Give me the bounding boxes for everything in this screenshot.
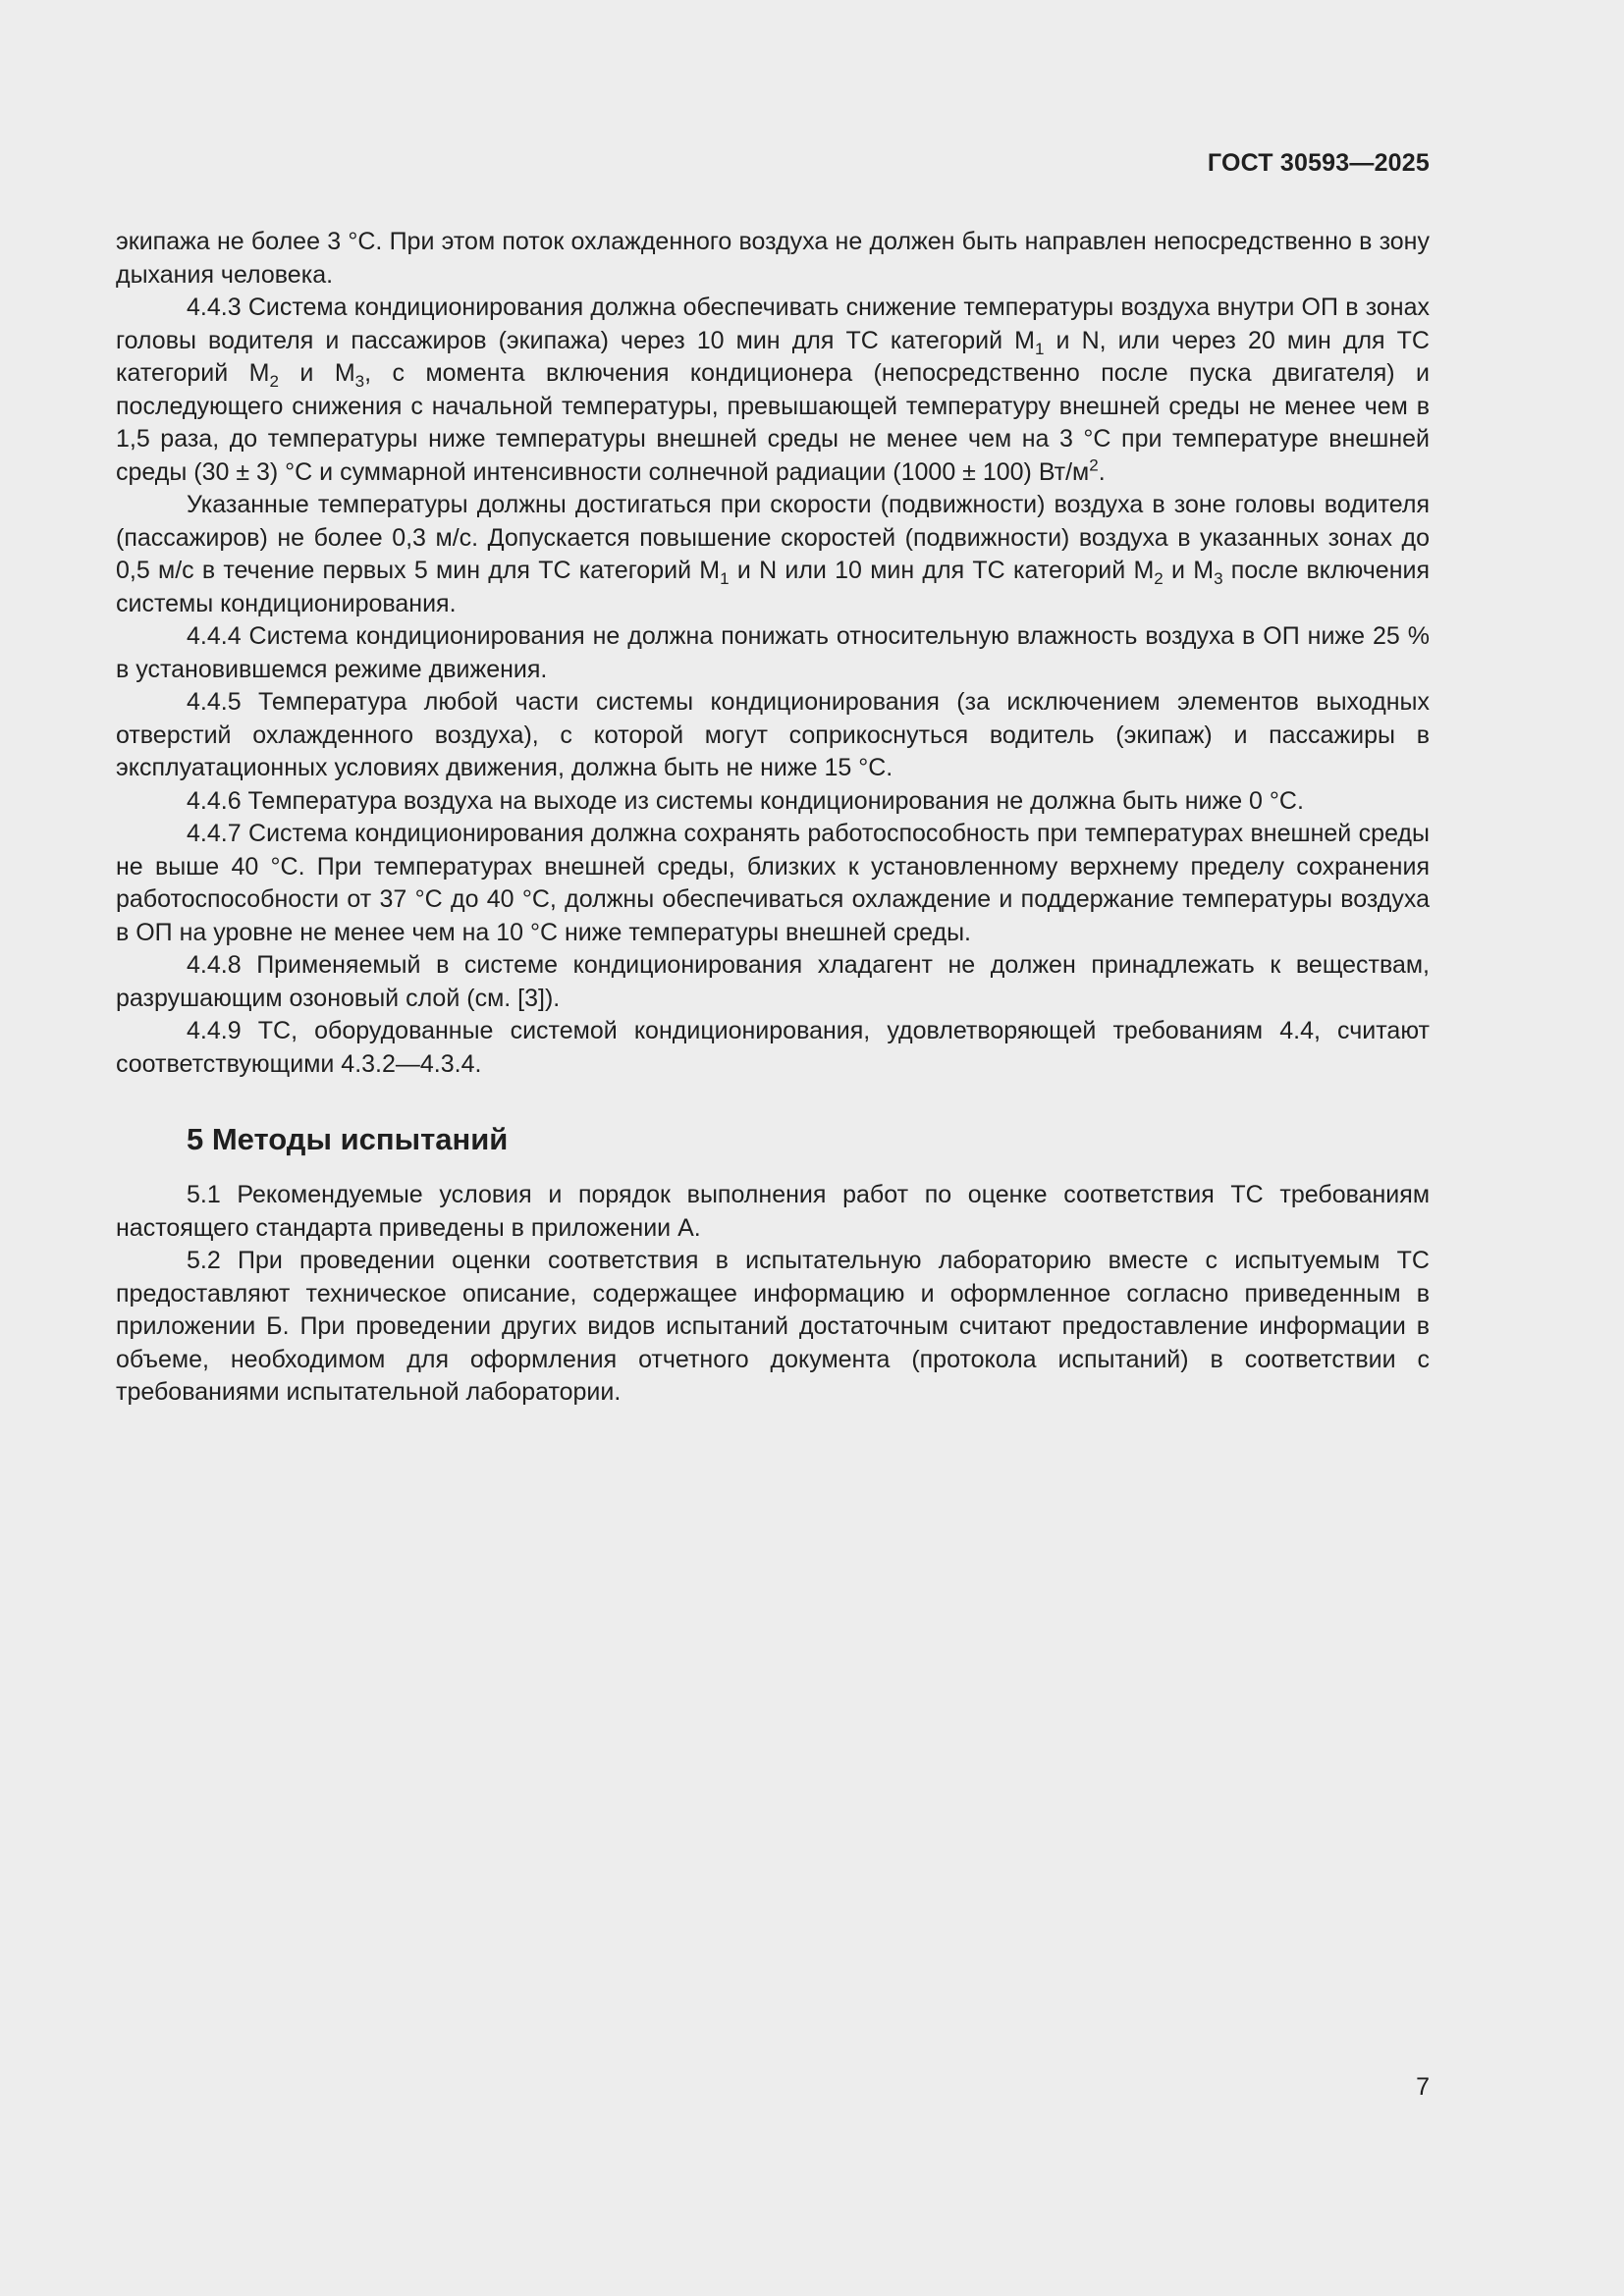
document-body: [116, 226, 1430, 1410]
section-5-heading: 5 Методы испытаний: [187, 1122, 509, 1156]
paragraph-air-speed: Указанные температуры должны достигаться при скорости (подвижности) воздуха в зоне головы водителя (пассажиров) не более 0,3 м/с. Допускается повышение скоростей (подвижности) воздуха в указанных зонах до 0,5 м/с в течение первых 5 мин для ТС категорий $М_1$ и N или 10 мин для ТС категорий $М_2$ и $М_3$ после включения системы кондиционирования.: [116, 491, 1431, 617]
paragraph-5-1: 5.1 Рекомендуемые условия и порядок выполнения работ по оценке соответствия ТС требованиям настоящего стандарта приведены в приложении А.: [116, 1181, 1430, 1242]
page-number: 7: [1416, 2073, 1430, 2101]
paragraph-continuation: экипажа не более 3 °C. При этом поток охлажденного воздуха не должен быть направлен непосредственно в зону дыхания человека.: [116, 228, 1430, 289]
paragraph-4-4-4: 4.4.4 Система кондиционирования не должна понижать относительную влажность воздуха в ОП ниже 25 % в установившемся режиме движения.: [116, 622, 1430, 683]
paragraph-4-4-7: 4.4.7 Система кондиционирования должна сохранять работоспособность при температурах внешней среды не выше 40 °C. При температурах внешней среды, близких к установленному верхнему пределу сохранения работоспособности от 37 °C до 40 °C, должны обеспечиваться охлаждение и поддержание температуры воздуха в ОП на уровне не менее чем на 10 °C ниже температуры внешней среды.: [116, 820, 1430, 946]
paragraph-4-4-3: 4.4.3 Система кондиционирования должна обеспечивать снижение температуры воздуха внутри ОП в зонах головы водителя и пассажиров (экипажа) через 10 мин для ТС категорий $М_1$ и N, или через 20 мин для ТС категорий $М_2$ и $М_3$, с момента включения кондиционера (непосредственно после пуска двигателя) и последующего снижения с начальной температуры, превышающей температуру внешней среды не менее чем в 1,5 раза, до температуры ниже температуры внешней среды не менее чем на 3 °C при температуре внешней среды (30 ± 3) °C и суммарной интенсивности солнечной радиации (1000 ± 100) $Вт/м^2$.: [116, 294, 1431, 486]
paragraph-4-4-8: 4.4.8 Применяемый в системе кондиционирования хладагент не должен принадлежать к веществам, разрушающим озоновый слой (см. [3]).: [116, 951, 1430, 1012]
paragraph-4-4-6: 4.4.6 Температура воздуха на выходе из системы кондиционирования не должна быть ниже 0 °C.: [187, 786, 1304, 815]
document-code-header: ГОСТ 30593—2025: [1207, 149, 1430, 177]
paragraph-4-4-9: 4.4.9 ТС, оборудованные системой кондиционирования, удовлетворяющей требованиям 4.4, считают соответствующими 4.3.2—4.3.4.: [116, 1017, 1430, 1078]
paragraph-4-4-5: 4.4.5 Температура любой части системы кондиционирования (за исключением элементов выходных отверстий охлажденного воздуха), с которой могут соприкоснуться водитель (экипаж) и пассажиры в эксплуатационных условиях движения, должна быть не ниже 15 °C.: [116, 688, 1430, 781]
paragraph-5-2: 5.2 При проведении оценки соответствия в испытательную лабораторию вместе с испытуемым ТС предоставляют техническое описание, содержащее информацию и оформленное согласно приведенным в приложении Б. При проведении других видов испытаний достаточным считают предоставление информации в объеме, необходимом для оформления отчетного документа (протокола испытаний) в соответствии с требованиями испытательной лаборатории.: [116, 1247, 1430, 1406]
